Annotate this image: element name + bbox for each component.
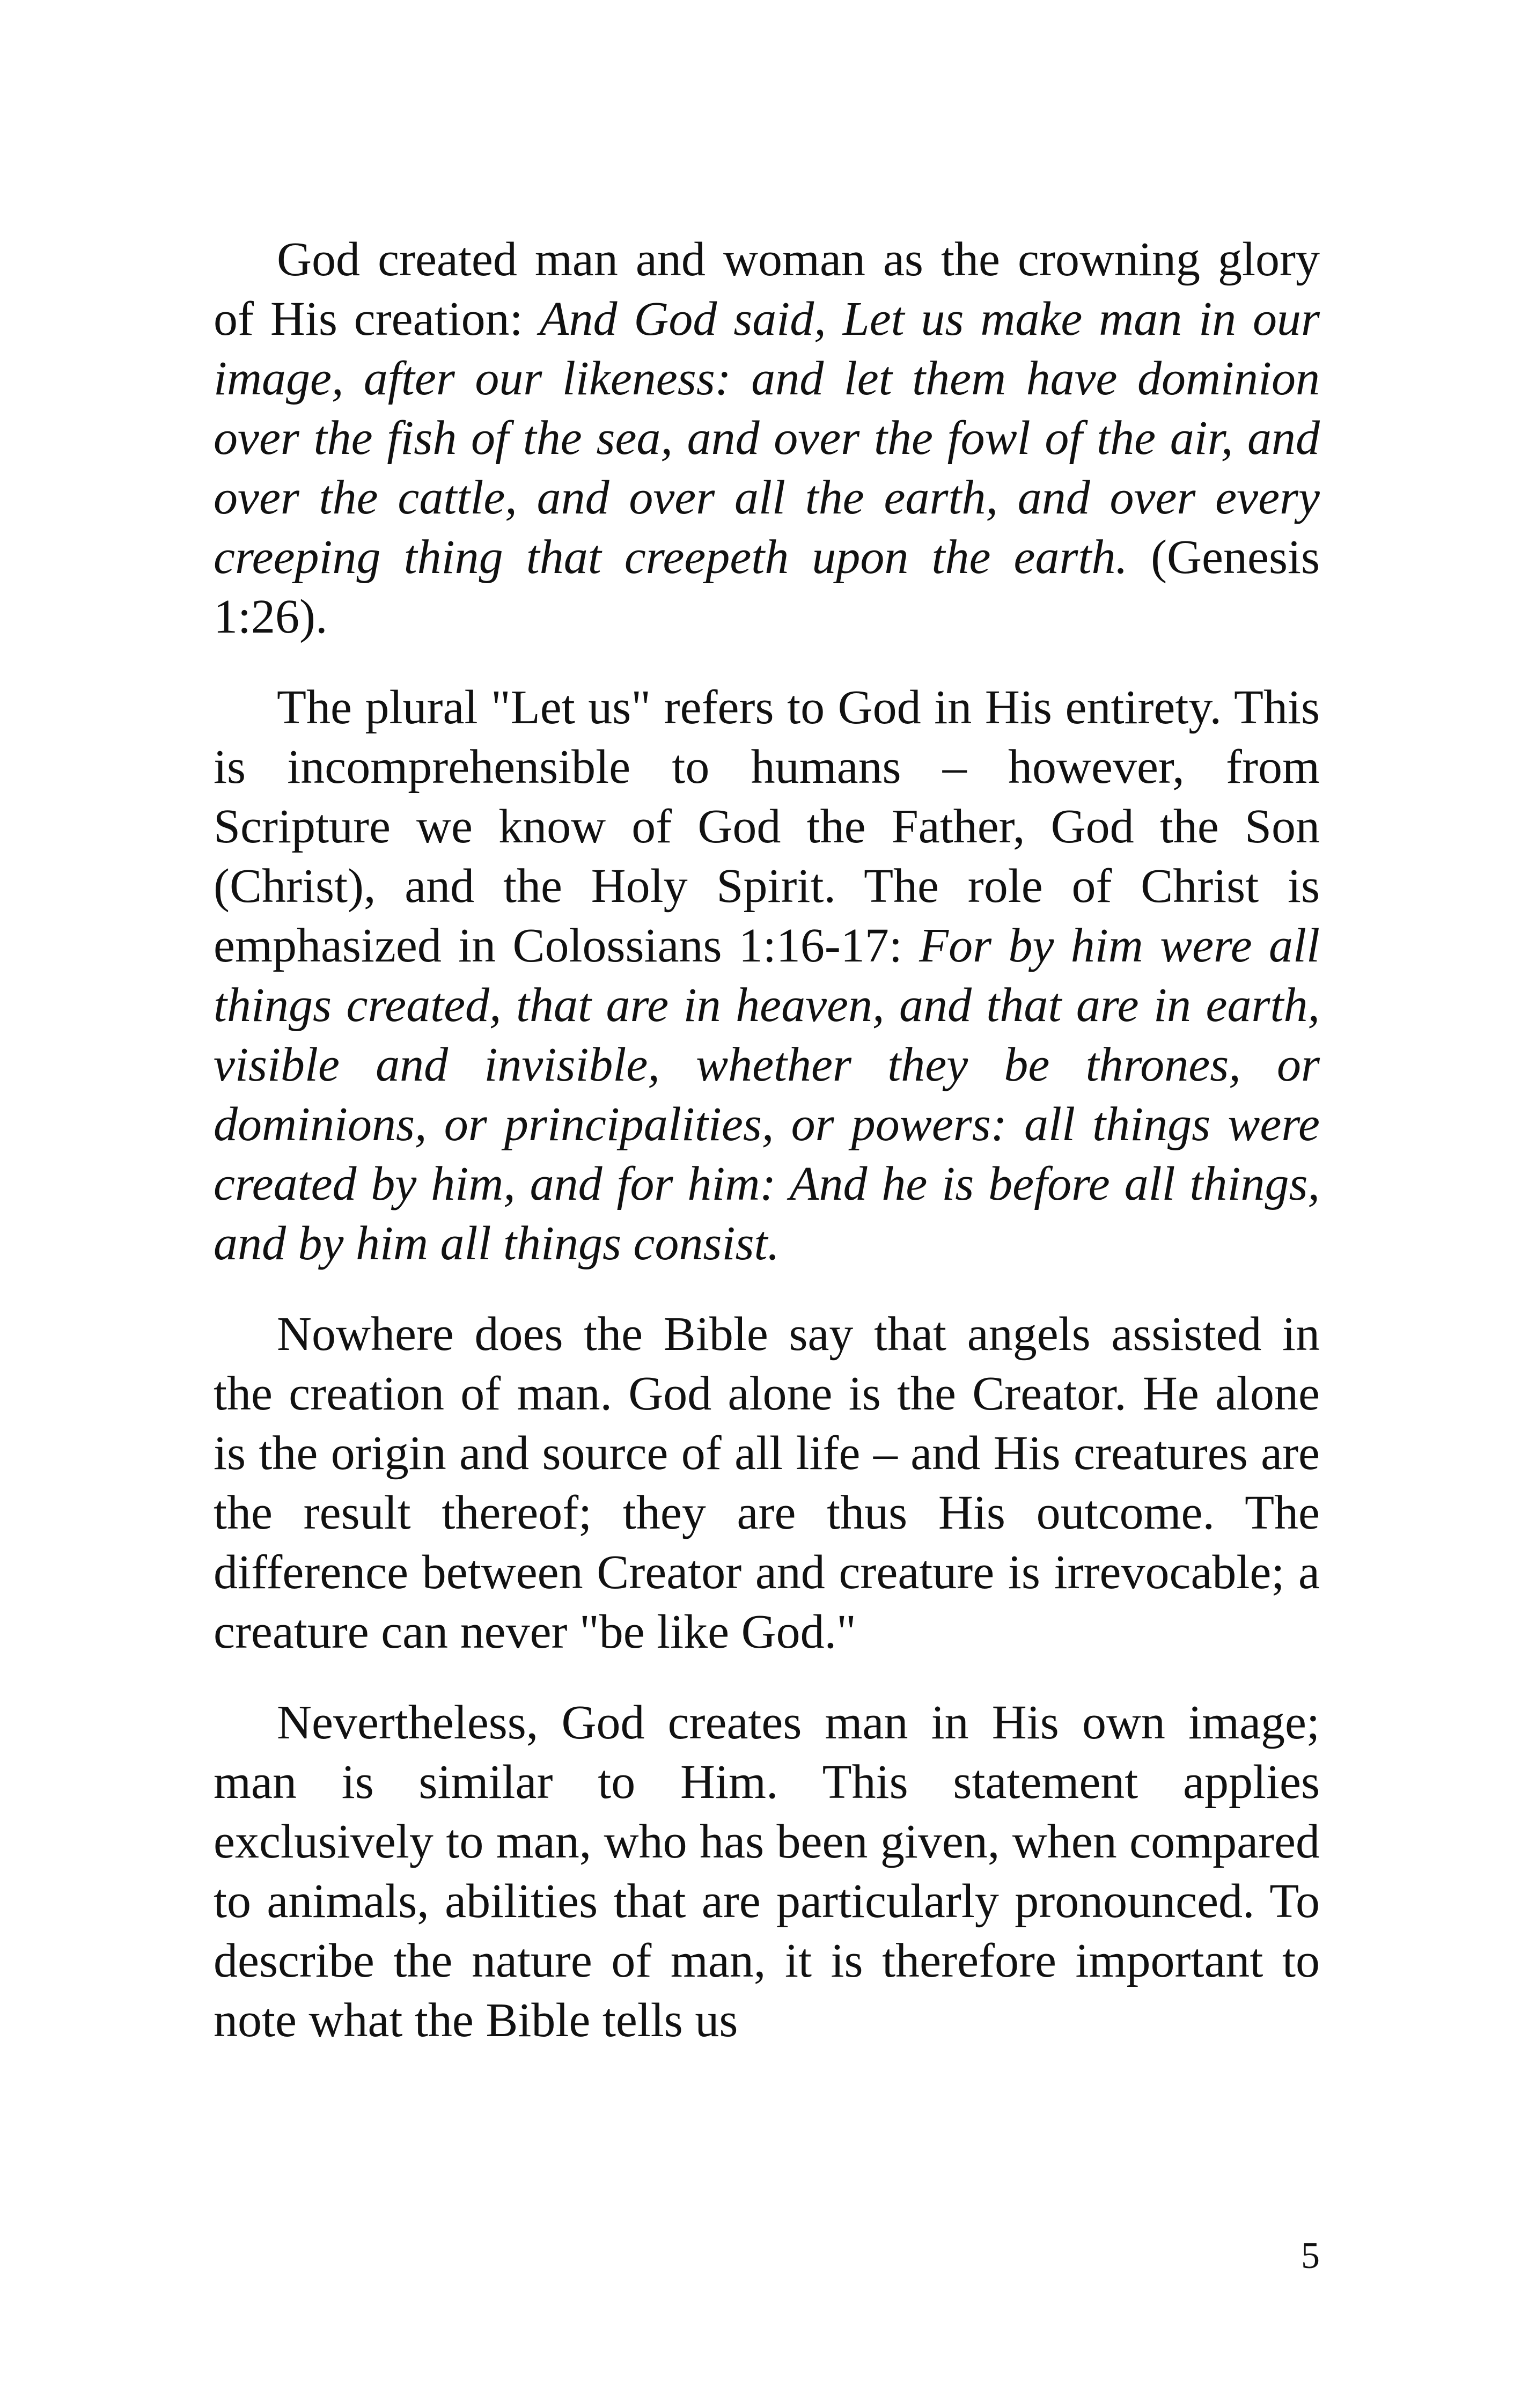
citation-genesis: (Genesis 1:26). (214, 531, 1320, 643)
scripture-quote-genesis: And God said, Let us make man in our image, after our likeness: and let them have dominion over the fish of the sea, and over the fowl of the air, and over the cattle, and over all the earth, and over every creeping thing that creepeth upon the earth. (214, 292, 1320, 584)
paragraph-2 (214, 678, 1320, 1273)
paragraph-4 (214, 1693, 1320, 2050)
paragraph-2-text: The plural "Let us" refers to God in His entirety. This is incomprehensible to humans – however, from Scripture we know of God the Father, God the Son (Christ), and the Holy Spirit. The role of Christ is emphasized in Colossians 1:16-17: (214, 681, 1320, 972)
paragraph-4-text: Nevertheless, God creates man in His own image; man is similar to Him. This statement applies exclusively to man, who has been given, when compared to animals, abilities that are particularly pronounced. To describe the nature of man, it is therefore important to note what the Bible tells us (214, 1696, 1320, 2047)
paragraph-3-text: Nowhere does the Bible say that angels assisted in the creation of man. God alone is the Creator. He alone is the origin and source of all life – and His creatures are the result thereof; they are thus His outcome. The difference between Creator and creature is irrevocable; a creature can never "be like God." (214, 1308, 1320, 1658)
paragraph-1 (214, 230, 1320, 647)
scripture-quote-colossians: For by him were all things created, that are in heaven, and that are in earth, visible and invisible, whether they be thrones, or dominions, or principalities, or powers: all things were created by him, and for him: And he is before all things, and by him all things consist. (214, 919, 1320, 1270)
paragraph-1-text: God created man and woman as the crowning glory of His creation: (214, 233, 1320, 346)
body-text (214, 230, 1320, 2081)
page-number: 5 (1301, 2235, 1320, 2277)
paragraph-3 (214, 1304, 1320, 1662)
